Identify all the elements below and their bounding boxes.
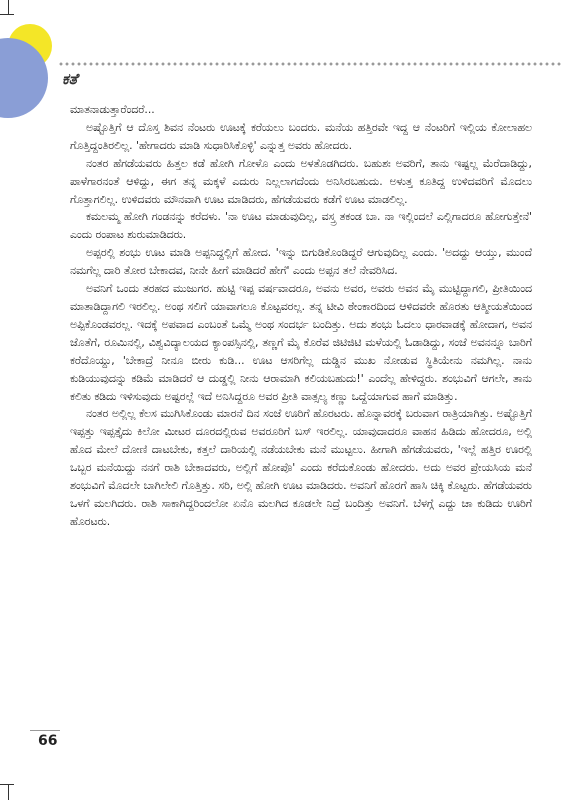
dotted-rule [58, 62, 562, 66]
crop-mark-bottom-left-v [8, 784, 9, 800]
paragraph: ಅಪ್ಪರಲ್ಲಿ ಶಂಭು ಊಟ ಮಾಡಿ ಅಪ್ಪನಿದ್ದಲ್ಲಿಗೆ ಹೋದ. 'ಇನ್ನು ಬಿಗುಡಿಕೊಂಡಿದ್ದರೆ ಆಗುವುದಿಲ್ಲ ಎಂದು. 'ಅದದ್ದು ಆಯ್ತು, ಮುಂದೆ ನಮಗೆಲ್ಲ ದಾರಿ ತೋರ ಬೇಕಾದವ, ನೀನೇ ಹೀಗೆ ಮಾಡಿದರೆ ಹೇಗೆ' ಎಂದು ಅಪ್ಪನ ತಲೆ ನೇವರಿಸಿದ. [70, 246, 532, 278]
paragraph: ಅಷ್ಟೊತ್ತಿಗೆ ಆ ದೊಸ್ತ ಶಿವನ ನೆಂಟರು ಊಟಕ್ಕೆ ಕರೆಯಲು ಬಂದರು. ಮನೆಯ ಹತ್ತಿರವೇ ಇದ್ದ ಆ ನೆಂಟರಿಗೆ ಇಲ್ಲಿಯ ಕೋಲಾಹಲ ಗೊತ್ತಿದ್ದಂತಿರಲಿಲ್ಲ. 'ಹೇಗಾದರು ಮಾಡಿ ಸುಧಾರಿಸಿಕೊಳ್ಳಿ' ಎನ್ನುತ್ತ ಅವರು ಹೋದರು. [70, 120, 532, 152]
paragraph: ನಂತರ ಅಲ್ಲಿಲ್ಲ ಕೆಲಸ ಮುಗಿಸಿಕೊಂಡು ಮಾರನೆ ದಿನ ಸಂಜೆ ಊರಿಗೆ ಹೊರಟರು. ಹೊನ್ನಾವರಕ್ಕೆ ಬರುವಾಗ ರಾತ್ರಿಯಾಗಿತ್ತು. ಅಷ್ಟೊತ್ತಿಗೆ ಇಪ್ಪತ್ತು ಇಪ್ಪತ್ತೈದು ಕಿಲೋ ಮೀಟರ ದೂರದಲ್ಲಿರುವ ಅವರೂರಿಗೆ ಬಸ್ ಇರಲಿಲ್ಲ. ಯಾವುದಾದರೂ ವಾಹನ ಹಿಡಿದು ಹೋದರೂ, ಅಲ್ಲಿ ಹೊದ ಮೇಲೆ ದೋಣಿ ದಾಟಬೇಕು, ಕತ್ತಲೆ ದಾರಿಯಲ್ಲಿ ನಡೆಯಬೇಕು ಮನೆ ಮುಟ್ಟಲು. ಹೀಗಾಗಿ ಹೆಗಡೆಯವರು, 'ಇಲ್ಲೆ ಹತ್ತಿರ ಊರಲ್ಲಿ ಒಬ್ಬರ ಮನೆಯಿದ್ದು ನನಗೆ ರಾಶಿ ಬೇಕಾದವರು, ಅಲ್ಲಿಗೆ ಹೋಪೊ' ಎಂದು ಕರೆದುಕೊಂಡು ಹೋದರು. ಅದು ಅವರ ಪ್ರೇಯಸಿಯ ಮನೆ ಶಂಭುವಿಗೆ ಮೊದಲೇ ಬಾಗಿಲೇಲಿ ಗೊತ್ತಿತ್ತು. ಸರಿ, ಅಲ್ಲಿ ಹೋಗಿ ಊಟ ಮಾಡಿದರು. ಅವನಿಗೆ ಹೊರಗೆ ಹಾಸಿ ಚಿಕ್ಕಿ ಕೊಟ್ಟರು. ಹೆಗಡೆಯವರು ಒಳಗೆ ಮಲಗಿದರು. ರಾಶಿ ಸಾಕಾಗಿದ್ದರಿಂದಲೋ ಏನೊ ಮಲಗಿದ ಕೂಡಲೇ ನಿದ್ರೆ ಬಂದಿತ್ತು ಅವನಿಗೆ. ಬೆಳಗ್ಗೆ ಎದ್ದು ಚಾ ಕುಡಿದು ಊರಿಗೆ ಹೊರಟರು. [70, 407, 532, 528]
crop-mark-top-left-v [8, 0, 9, 14]
page-number-rule [30, 730, 60, 731]
paragraph: ಕಮಲಮ್ಮ ಹೋಗಿ ಗಂಡನನ್ನು ಕರೆದಳು. 'ನಾ ಊಟ ಮಾಡುವುದಿಲ್ಲ, ವಸ್ತ್ರ ತಕಂಡ ಬಾ. ನಾ ಇಲ್ಲಿಂದಲೆ ಎಲ್ಲಿಗಾದರೂ ಹೋಗುತ್ತೇನೆ' ಎಂದು ರಂಪಾಟ ಶುರುಮಾಡಿದರು. [70, 210, 532, 242]
crop-mark-bottom-left-h [0, 784, 14, 785]
story-body [70, 101, 532, 531]
crop-mark-top-left-h [0, 14, 14, 15]
paragraph: ಅವನಿಗೆ ಒಂದು ತರಹದ ಮುಜುಗರ. ಹುಟ್ಟಿ ಇಪ್ಪ ವರ್ಷವಾದರೂ, ಅವನು ಅವರ, ಅವರು ಅವನ ಮೈ ಮುಟ್ಟಿದ್ದಾಗಲಿ, ಪ್ರೀತಿಯಿಂದ ಮಾತಾಡಿದ್ದಾಗಲಿ ಇರಲಿಲ್ಲ. ಅಂಥ ಸಲಿಗೆ ಯಾವಾಗಲೂ ಕೊಟ್ಟವರಲ್ಲ. ತನ್ನ ಟೀವಿ ಠೇಂಕಾರದಿಂದ ಆಳಿದವರೇ ಹೊರತು ಆತ್ಮೀಯತೆಯಿಂದ ಅಪ್ಪಿಕೊಂಡವರಲ್ಲ. ಇದಕ್ಕೆ ಅಪವಾದ ಎಂಬಂತೆ ಒಮ್ಮೆ ಅಂಥ ಸಂದರ್ಭ ಬಂದಿತ್ತು. ಅದು ಶಂಭು ಓದಲು ಧಾರವಾಡಕ್ಕೆ ಹೋದಾಗ, ಅವನ ಜೊತೆಗೆ, ರೂಮಿನಲ್ಲಿ, ವಿಶ್ವವಿದ್ಯಾಲಯದ ಕ್ಯಾಂಪಸ್ಸಿನಲ್ಲಿ, ತಣ್ಣಗೆ ಮೈ ಕೊರೆವ ಜಿಟಿಜಿಟಿ ಮಳೆಯಲ್ಲಿ ಓಡಾಡಿದ್ದು, ಸಂಜೆ ಅವನನ್ನೂ ಬಾರಿಗೆ ಕರೆದೊಯ್ದು, 'ಬೇಕಾದ್ರೆ ನೀನೂ ಬೀರು ಕುಡಿ... ಊಟ ಆಸರಿಗೆಲ್ಲ ದುಡ್ಡಿನ ಮುಖ ನೋಡುವ ಸ್ಥಿತಿಯೇನು ನಮಗಿಲ್ಲ. ನಾನು ಕುಡಿಯುವುದನ್ನು ಕಡಿಮೆ ಮಾಡಿದರೆ ಆ ದುಡ್ಡಲ್ಲಿ ನೀನು ಆರಾಮಾಗಿ ಕಲಿಯಬಹುದು!' ಎಂದೆಲ್ಲ ಹೇಳಿದ್ದರು. ಶಂಭುವಿಗೆ ಆಗಲೇ, ತಾನು ಕಲಿತು ಕಡಿದು ಇಳಿಸುವುದು ಅಷ್ಟರಲ್ಲೆ ಇದೆ ಅನಿಸಿದ್ದರೂ ಅವರ ಪ್ರೀತಿ ವಾತ್ಸಲ್ಯ ಕಣ್ಣು ಒದ್ದೆಯಾಗುವ ಹಾಗೆ ಮಾಡಿತ್ತು. [70, 282, 532, 403]
page-number: 66 [38, 733, 58, 749]
paragraph: ನಂತರ ಹೆಗಡೆಯವರು ಹಿತ್ತಲ ಕಡೆ ಹೋಗಿ ಗೋಳೊ ಎಂದು ಅಳತೊಡಗಿದರು. ಬಹುಶಃ ಅವರಿಗೆ, ತಾನು ಇಷ್ಟಲ್ಲ ಮೆರೆದಾಡಿದ್ದು, ಪಾಳೆಗಾರನಂತೆ ಆಳಿದ್ದು, ಈಗ ತನ್ನ ಮಕ್ಕಳೆ ಎದುರು ನಿಲ್ಲಲಾಗದೆಂದು ಅನಿಸಿರಬಹುದು. ಅಳುತ್ತ ಕೂತಿದ್ದ ಉಳಿದವರಿಗೆ ಮೊದಲು ಗೊತ್ತಾಗಲಿಲ್ಲ. ಉಳಿದವರು ಮೌನವಾಗಿ ಊಟ ಮಾಡಿದರು, ಹೆಗಡೆಯವರು ಕಡೆಗೆ ಊಟ ಮಾಡಲಿಲ್ಲ. [70, 156, 532, 206]
paragraph: ಮಾತನಾಡುತ್ತಾರೆಂದರೆ... [70, 103, 155, 116]
section-label: ಕತೆ [62, 70, 78, 88]
header-decoration [0, 20, 70, 130]
